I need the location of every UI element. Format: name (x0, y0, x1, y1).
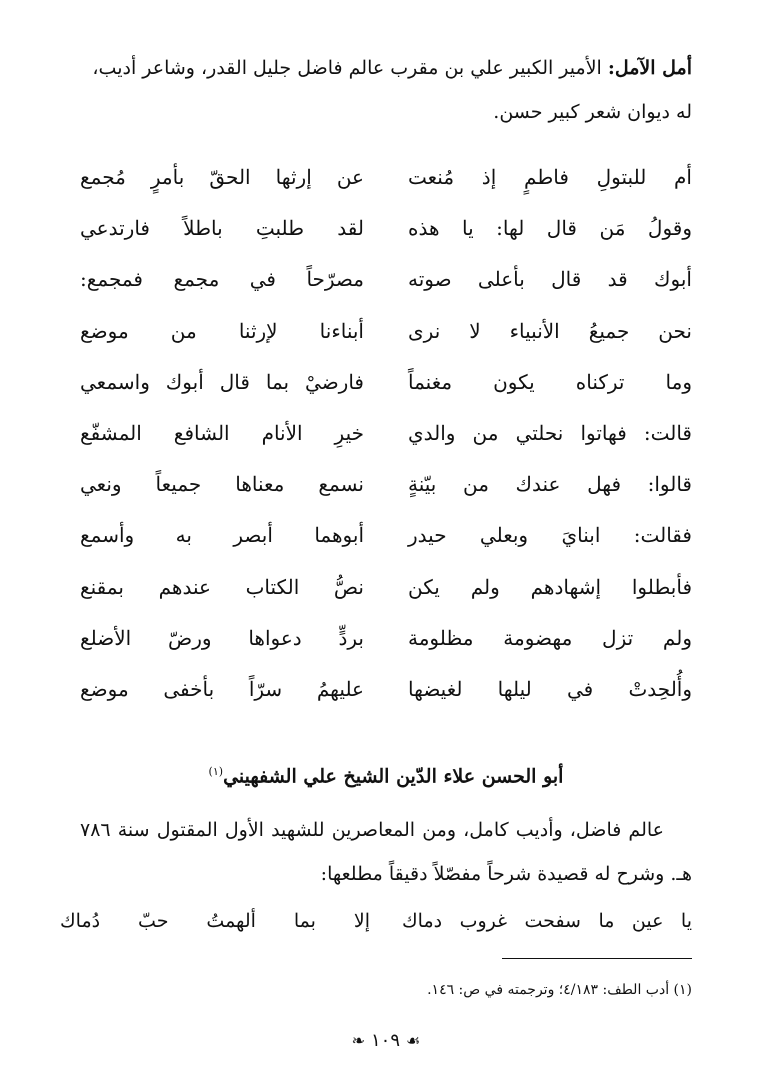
verse-second-hemistich: نصُّ الكتاب عندهم بمقنع (80, 574, 364, 599)
verse-row (80, 254, 692, 305)
verse-second-hemistich: أبناءنا لإرثنا من موضع (80, 318, 364, 343)
ornament-right-icon: ☙ (406, 1031, 421, 1050)
poem (80, 152, 692, 715)
verse-row (80, 357, 692, 408)
section-heading (80, 750, 692, 798)
verse-first-hemistich: فقالت: ابنايَ وبعلي حيدر (408, 523, 692, 548)
verse-first-hemistich: أبوك قد قال بأعلى صوته (408, 267, 692, 292)
footnote: (١) أدب الطف: ٤/١٨٣؛ وترجمته في ص: ١٤٦. (427, 982, 692, 998)
verse-first-hemistich: قالوا: فهل عندك من بيّنةٍ (408, 472, 692, 497)
verse-first-hemistich: نحن جميعُ الأنبياء لا نرى (408, 318, 692, 343)
biography-text: عالم فاضل، وأديب كامل، ومن المعاصرين للشهيد الأول المقتول سنة ٧٨٦ هـ. وشرح له قصيدة شرحاً مفصّلاً دقيقاً مطلعها: (80, 819, 692, 885)
intro-paragraph (80, 46, 692, 134)
footnote-separator (502, 958, 692, 959)
verse-second-hemistich: خيرِ الأنام الشافع المشفّع (80, 420, 364, 445)
verse-second-hemistich: بردٍّ دعواها ورضّ الأضلع (80, 625, 364, 650)
verse-second-hemistich: عن إرثها الحقّ بأمرٍ مُجمع (80, 165, 364, 189)
verse-second-hemistich: فارضيْ بما قال أبوك واسمعي (80, 369, 364, 394)
verse-row (80, 510, 692, 561)
verse-row (80, 306, 692, 357)
opening-verse-first-hemistich: يا عين ما سفحت غروب دماك (402, 910, 692, 932)
verse-row (80, 408, 692, 459)
verse-first-hemistich: أم للبتولِ فاطمٍ إذ مُنعت (408, 165, 692, 189)
verse-first-hemistich: ولم تزل مهضومة مظلومة (408, 625, 692, 650)
opening-verse (60, 898, 692, 944)
verse-row (80, 613, 692, 664)
opening-verse-second-hemistich: إلا بما ألهمتُ حبّ دُماك (60, 910, 370, 932)
verse-row (80, 459, 692, 510)
verse-row (80, 152, 692, 203)
verse-first-hemistich: قالت: فهاتوا نحلتي من والدي (408, 420, 692, 445)
page-number-line (0, 1026, 772, 1056)
verse-first-hemistich: وقولُ مَن قال لها: يا هذه (408, 216, 692, 241)
page-number: ١٠٩ (371, 1030, 401, 1051)
intro-text: الأمير الكبير علي بن مقرب عالم فاضل جليل القدر، وشاعر أديب، له ديوان شعر كبير حسن. (92, 57, 692, 123)
verse-row (80, 203, 692, 254)
verse-second-hemistich: أبوهما أبصر به وأسمع (80, 523, 364, 548)
ornament-left-icon: ❧ (351, 1031, 366, 1050)
verse-second-hemistich: عليهمُ سرّاً بأخفى موضع (80, 676, 364, 701)
verse-first-hemistich: فأبطلوا إشهادهم ولم يكن (408, 574, 692, 599)
heading-title: أبو الحسن علاء الدّين الشيخ علي الشفهيني (223, 765, 564, 788)
footnote-marker: (١) (208, 765, 224, 778)
verse-first-hemistich: وما تركناه يكون مغنماً (408, 369, 692, 394)
verse-first-hemistich: وأُلحِدتْ في ليلها لغيضها (408, 676, 692, 701)
source-label: أمل الآمل: (607, 57, 692, 79)
verse-second-hemistich: مصرّحاً في مجمع فمجمع: (80, 267, 364, 292)
verse-second-hemistich: لقد طلبتِ باطلاً فارتدعي (80, 216, 364, 241)
verse-row (80, 664, 692, 715)
biography-paragraph (80, 808, 692, 896)
verse-second-hemistich: نسمع معناها جميعاً ونعي (80, 472, 364, 497)
verse-row (80, 562, 692, 613)
